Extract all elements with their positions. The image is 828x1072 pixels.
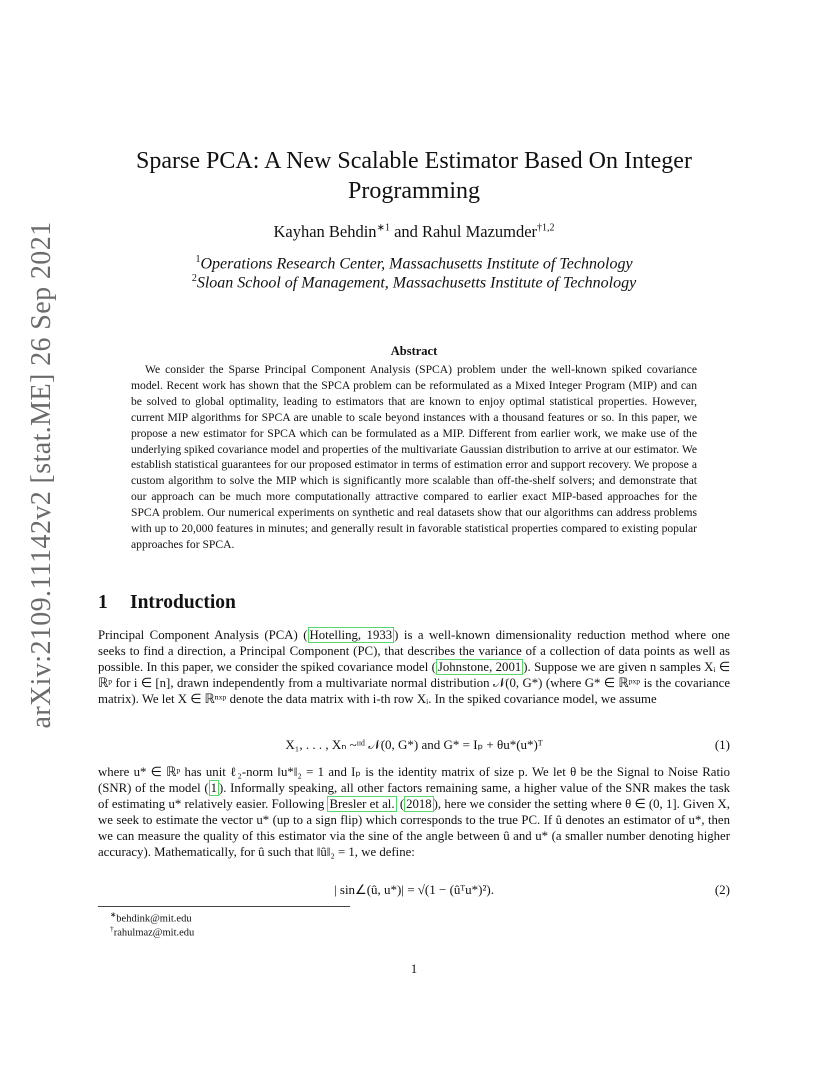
citation-hotelling[interactable]: Hotelling, 1933 (309, 628, 393, 642)
author-2-mark: †1,2 (537, 222, 555, 234)
footnote-rule (98, 906, 350, 907)
affiliation-2-text: Sloan School of Management, Massachusetts Institute of Technology (196, 274, 637, 292)
equation-2 (98, 882, 730, 898)
p1-text-c: ). Suppose we are given n samples Xᵢ ∈ ℝᵖ for i ∈ [n], drawn independently from a multivariate normal distribution 𝒩(0, G*) (where G* ∈ ℝᵖˣᵖ is the covariance matrix). We let X ∈ ℝⁿˣᵖ denote the data matrix with i-th row Xᵢ. In the spiked covariance model, we assume (98, 660, 730, 706)
affiliation-2 (150, 273, 678, 292)
paragraph-1 (98, 627, 730, 707)
footnote-2 (110, 924, 194, 939)
equation-1-body: X₁, . . . , Xₙ ~ᶦᶦᵈ 𝒩(0, G*) and G* = Iₚ + θu*(u*)ᵀ (285, 737, 543, 752)
equation-2-number: (2) (714, 882, 730, 897)
affiliation-1 (150, 254, 678, 273)
p2-text-c: ( (396, 797, 405, 811)
abstract-heading: Abstract (390, 344, 438, 358)
author-2: Rahul Mazumder (422, 222, 538, 241)
author-1: Kayhan Behdin (273, 222, 377, 241)
footnote-1-mark: ∗ (110, 910, 117, 919)
p2-text-a: where u* ∈ ℝᵖ has unit ℓ₂-norm ‖u*‖₂ = 1 and Iₚ is the identity matrix of size p. We let θ be the Signal to Noise Ratio (SNR) of the model ( (98, 765, 730, 795)
citation-johnstone[interactable]: Johnstone, 2001 (437, 660, 522, 674)
author-1-mark: ∗1 (376, 222, 390, 234)
footnote-1 (110, 910, 192, 925)
section-number: 1 (98, 592, 108, 613)
section-heading (98, 592, 236, 614)
p1-text-b: ) is a well-known dimensionality reduction method where one seeks to find a direction, a Principal Component (PC), that describes the variance of a collection of data points as well as possible. In this paper, we consider the spiked covariance model ( (98, 628, 730, 674)
paragraph-2 (98, 764, 730, 860)
title-line-2: Programming (348, 178, 480, 204)
p1-text-a: Principal Component Analysis (PCA) ( (98, 628, 308, 642)
authors (200, 222, 628, 242)
p2-text-d: ), here we consider the setting where θ ∈ (0, 1]. Given X, we seek to estimate the vector u* (up to a sign flip) which corresponds to the true PC. If û denotes an estimator of u*, then we can measure the quality of this estimator via the sine of the angle between û and u* (a smaller number denoting higher accuracy). Mathematically, for û such that ‖û‖₂ = 1, we define: (98, 797, 730, 859)
arxiv-stamp (22, 221, 62, 729)
author-and: and (389, 222, 423, 241)
abstract-body: We consider the Sparse Principal Component Analysis (SPCA) problem under the well-known spiked covariance model. Recent work has shown that the SPCA problem can be reformulated as a Mixed Integer Program (MIP) and can be solved to global optimality, leading to estimators that are known to enjoy optimal statistical properties. However, current MIP algorithms for SPCA are unable to scale beyond instances with a thousand features or so. In this paper, we propose a new estimator for SPCA which can be formulated as a MIP. Different from earlier work, we make use of the underlying spiked covariance model and properties of the multivariate Gaussian distribution to arrive at our estimator. We establish statistical guarantees for our proposed estimator in terms of estimation error and support recovery. We propose a custom algorithm to solve the MIP which is significantly more scalable than off-the-shelf solvers; and demonstrate that our approach can be much more computationally attractive compared to earlier exact MIP-based approaches for the SPCA problem. Our numerical experiments on synthetic and real datasets show that our algorithms can address problems with up to 20,000 features in minutes; and generally result in favorable statistical properties compared to existing popular approaches for SPCA. (131, 363, 697, 551)
page-number: 1 (410, 962, 418, 976)
equation-ref[interactable]: 1 (210, 781, 218, 795)
equation-2-body: | sin∠(û, u*)| = √(1 − (ûᵀu*)²). (334, 882, 494, 897)
affiliation-2-mark: 2 (191, 273, 197, 284)
footnote-2-email: rahulmaz@mit.edu (113, 927, 195, 939)
section-title: Introduction (130, 592, 236, 613)
equation-1 (98, 737, 730, 753)
footnote-1-email: behdink@mit.edu (116, 913, 192, 925)
arxiv-stamp-text: arXiv:2109.11142v2 [stat.ME] 26 Sep 2021 (26, 221, 57, 729)
p2-text-b: ). Informally speaking, all other factors remaining same, a higher value of the SNR makes the task of estimating u* relatively easier. Following (98, 781, 731, 811)
citation-bresler[interactable]: Bresler et al. (329, 797, 395, 811)
title-line-1: Sparse PCA: A New Scalable Estimator Based On Integer (136, 148, 692, 174)
affiliation-1-text: Operations Research Center, Massachusetts Institute of Technology (200, 255, 633, 273)
equation-1-number: (1) (714, 737, 730, 752)
citation-bresler-year[interactable]: 2018 (406, 797, 432, 811)
affiliation-1-mark: 1 (195, 254, 201, 265)
footnote-2-mark: † (110, 924, 114, 933)
paper-title (120, 146, 708, 206)
